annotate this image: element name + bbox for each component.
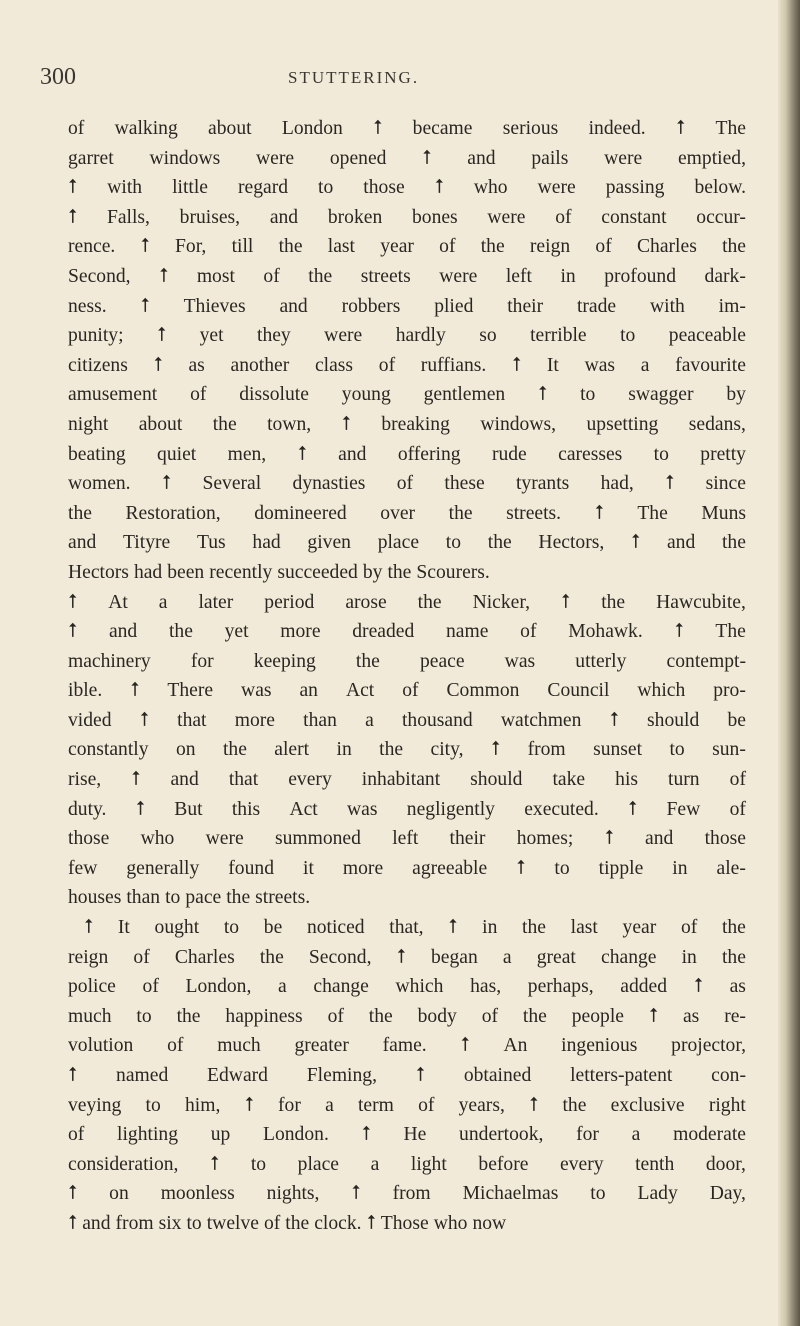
text-line: ⭡ At a later period arose the Nicker, ⭡ the Hawcubite,	[68, 591, 746, 613]
text-line: ⭡ with little regard to those ⭡ who were passing below.	[68, 177, 746, 199]
text-line: houses than to pace the streets.	[68, 887, 311, 909]
text-line: machinery for keeping the peace was utterly contempt-	[68, 650, 746, 672]
running-head: STUTTERING.	[288, 68, 420, 87]
text-line: constantly on the alert in the city, ⭡ from sunset to sun-	[68, 739, 746, 761]
text-line: the Restoration, domineered over the streets. ⭡ The Muns	[68, 502, 746, 524]
text-line: reign of Charles the Second, ⭡ began a great change in the	[68, 946, 746, 968]
page-number: 300	[40, 64, 76, 90]
text-line: amusement of dissolute young gentlemen ⭡ to swagger by	[68, 384, 746, 406]
text-line: police of London, a change which has, perhaps, added ⭡ as	[68, 976, 746, 998]
text-line: rise, ⭡ and that every inhabitant should take his turn of	[68, 769, 746, 791]
text-line: rence. ⭡ For, till the last year of the reign of Charles the	[68, 236, 746, 258]
text-line: and Tityre Tus had given place to the Hectors, ⭡ and the	[68, 532, 746, 554]
body-text	[68, 114, 746, 1239]
text-line: ⭡ Falls, bruises, and broken bones were of constant occur-	[68, 206, 746, 228]
page-edge-shadow	[778, 0, 800, 1326]
text-line: of lighting up London. ⭡ He undertook, for a moderate	[68, 1124, 746, 1146]
text-line: few generally found it more agreeable ⭡ to tipple in ale-	[68, 857, 746, 879]
text-line: night about the town, ⭡ breaking windows, upsetting sedans,	[68, 413, 746, 435]
text-line: duty. ⭡ But this Act was negligently executed. ⭡ Few of	[68, 798, 746, 820]
text-line: volution of much greater fame. ⭡ An ingenious projector,	[68, 1035, 746, 1057]
text-line: much to the happiness of the body of the people ⭡ as re-	[68, 1005, 746, 1027]
text-line: of walking about London ⭡ became serious indeed. ⭡ The	[68, 118, 746, 139]
text-line: ible. ⭡ There was an Act of Common Council which pro-	[68, 680, 746, 702]
text-line: citizens ⭡ as another class of ruffians. ⭡ It was a favourite	[68, 354, 746, 376]
text-line: consideration, ⭡ to place a light before every tenth door,	[68, 1153, 746, 1175]
text-line: Second, ⭡ most of the streets were left in profound dark-	[68, 265, 746, 287]
text-line: ⭡ It ought to be noticed that, ⭡ in the last year of the	[84, 917, 746, 939]
page-header	[40, 64, 740, 94]
text-line: garret windows were opened ⭡ and pails were emptied,	[68, 147, 746, 169]
text-line: punity; ⭡ yet they were hardly so terrible to peaceable	[68, 325, 746, 347]
text-line: ⭡ on moonless nights, ⭡ from Michaelmas to Lady Day,	[68, 1183, 746, 1205]
text-line: ⭡ and the yet more dreaded name of Mohawk. ⭡ The	[68, 621, 746, 643]
text-line: ⭡ named Edward Fleming, ⭡ obtained letters-patent con-	[68, 1065, 746, 1086]
text-line: vided ⭡ that more than a thousand watchmen ⭡ should be	[68, 709, 746, 731]
text-line: Hectors had been recently succeeded by the Scourers.	[68, 561, 490, 583]
text-line: veying to him, ⭡ for a term of years, ⭡ the exclusive right	[68, 1094, 746, 1116]
text-line: ⭡ and from six to twelve of the clock. ⭡ Those who now	[68, 1212, 507, 1234]
text-line: beating quiet men, ⭡ and offering rude caresses to pretty	[68, 443, 746, 465]
text-line: those who were summoned left their homes; ⭡ and those	[68, 828, 746, 850]
text-line: ness. ⭡ Thieves and robbers plied their trade with im-	[68, 295, 746, 317]
text-line: women. ⭡ Several dynasties of these tyrants had, ⭡ since	[68, 473, 746, 495]
